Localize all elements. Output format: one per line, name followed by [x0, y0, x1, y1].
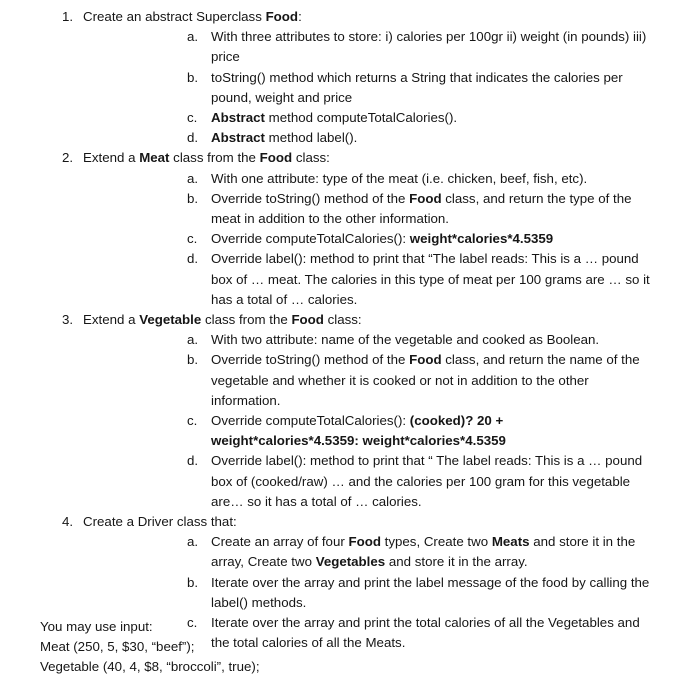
sub-item: [83, 229, 700, 249]
sample-input-intro: You may use input:: [40, 619, 153, 634]
sub-item-text: Override computeTotalCalories(): weight*calories*4.5359: [211, 231, 554, 247]
sub-item-letter: b.: [187, 190, 199, 206]
list-item: [0, 148, 700, 310]
sub-item-text: Iterate over the array and print the label message of the food by calling the label() methods.: [211, 574, 650, 610]
sub-item-letter: d.: [187, 130, 199, 146]
sample-input-vegetable: Vegetable (40, 4, $8, “broccoli”, true);: [40, 659, 260, 675]
sub-item-text: Override computeTotalCalories(): (cooked)? 20 + weight*calories*4.5359: weight*calories*4.5359: [211, 413, 506, 449]
sub-item-text: Abstract method computeTotalCalories().: [211, 110, 458, 126]
sub-item: [83, 411, 700, 451]
assignment-list: [0, 7, 700, 654]
sample-input-block: [40, 617, 260, 678]
item-number: 4.: [62, 514, 74, 530]
bold-term: Vegetables: [315, 554, 386, 570]
sub-item-letter: c.: [187, 110, 198, 126]
list-item: [0, 310, 700, 512]
bold-term: (cooked)? 20 + weight*calories*4.5359: weight*calories*4.5359: [211, 413, 506, 449]
item-number: 2.: [62, 150, 74, 166]
bold-term: Meat: [139, 150, 170, 166]
sub-item-text: Create an array of four Food types, Create two Meats and store it in the array, Create two Vegetables and store it in the array.: [211, 534, 636, 570]
sub-item-text: toString() method which returns a String that indicates the calories per pound, weight and price: [211, 69, 623, 105]
sub-item: [83, 451, 700, 512]
sub-item-text: Override label(): method to print that “ The label reads: This is a … pound box of (cooked/raw) … and the calories per 100 gram for this vegetable are… so it has a total of … calories.: [211, 453, 643, 509]
sub-list: [83, 169, 700, 310]
sub-item-text: Abstract method label().: [211, 130, 358, 146]
item-header: Create a Driver class that:: [83, 514, 237, 530]
bold-term: weight*calories*4.5359: [409, 231, 554, 247]
bold-term: Vegetable: [139, 312, 202, 328]
list-item: [0, 7, 700, 148]
sub-item-letter: d.: [187, 251, 199, 267]
sub-item-letter: c.: [187, 615, 198, 631]
sub-item-text: Override toString() method of the Food class, and return the name of the vegetable and whether it is cooked or not in addition to the other information.: [211, 352, 640, 408]
item-header: Create an abstract Superclass Food:: [83, 9, 302, 24]
bold-term: Food: [409, 190, 442, 206]
sub-item-letter: a.: [187, 534, 199, 550]
bold-term: Food: [265, 9, 299, 24]
sub-item: [83, 249, 700, 310]
item-header: Extend a Vegetable class from the Food class:: [83, 312, 362, 328]
bold-term: Food: [291, 312, 324, 328]
sub-item-text: With three attributes to store: i) calories per 100gr ii) weight (in pounds) iii) price: [211, 29, 647, 65]
sub-item: [83, 350, 700, 411]
sub-item: [83, 68, 700, 108]
bold-term: Abstract: [211, 110, 265, 126]
sub-list: [83, 330, 700, 512]
item-header: Extend a Meat class from the Food class:: [83, 150, 330, 166]
item-number: 1.: [62, 9, 74, 24]
sub-item-letter: b.: [187, 574, 199, 590]
sub-item-letter: b.: [187, 352, 199, 368]
sub-item-text: With two attribute: name of the vegetable and cooked as Boolean.: [211, 332, 600, 348]
bold-term: Food: [348, 534, 381, 550]
sample-input-meat: Meat (250, 5, $30, “beef”);: [40, 639, 195, 655]
bold-term: Food: [259, 150, 293, 166]
sub-item-letter: a.: [187, 29, 199, 45]
sub-item-letter: c.: [187, 231, 198, 247]
sub-item: [83, 128, 700, 148]
sub-item-text: With one attribute: type of the meat (i.e. chicken, beef, fish, etc).: [211, 170, 588, 186]
sub-item-text: Override label(): method to print that “The label reads: This is a … pound box of … meat. The calories in this type of meat per 100 grams are … so it has a total of … calories.: [211, 251, 650, 307]
sub-item-letter: a.: [187, 332, 199, 348]
sub-item-text: Override toString() method of the Food class, and return the type of the meat in addition to the other information.: [211, 190, 632, 227]
sub-item: [83, 27, 700, 67]
sub-item-letter: c.: [187, 413, 198, 429]
sub-item-letter: a.: [187, 170, 199, 186]
sub-item: [83, 330, 700, 350]
sub-item-letter: d.: [187, 453, 199, 469]
sub-item-letter: b.: [187, 69, 199, 85]
sub-item: [83, 532, 700, 572]
bold-term: Food: [409, 352, 442, 368]
item-number: 3.: [62, 312, 74, 328]
bold-term: Meats: [491, 534, 530, 550]
sub-item: [83, 573, 700, 613]
bold-term: Abstract: [211, 130, 265, 146]
sub-item: [83, 189, 700, 229]
sub-item-text: Iterate over the array and print the total calories of all the Vegetables and the total calories of all the Meats.: [211, 615, 640, 651]
sub-list: [83, 27, 700, 148]
sub-item: [83, 169, 700, 189]
sub-item: [83, 108, 700, 128]
